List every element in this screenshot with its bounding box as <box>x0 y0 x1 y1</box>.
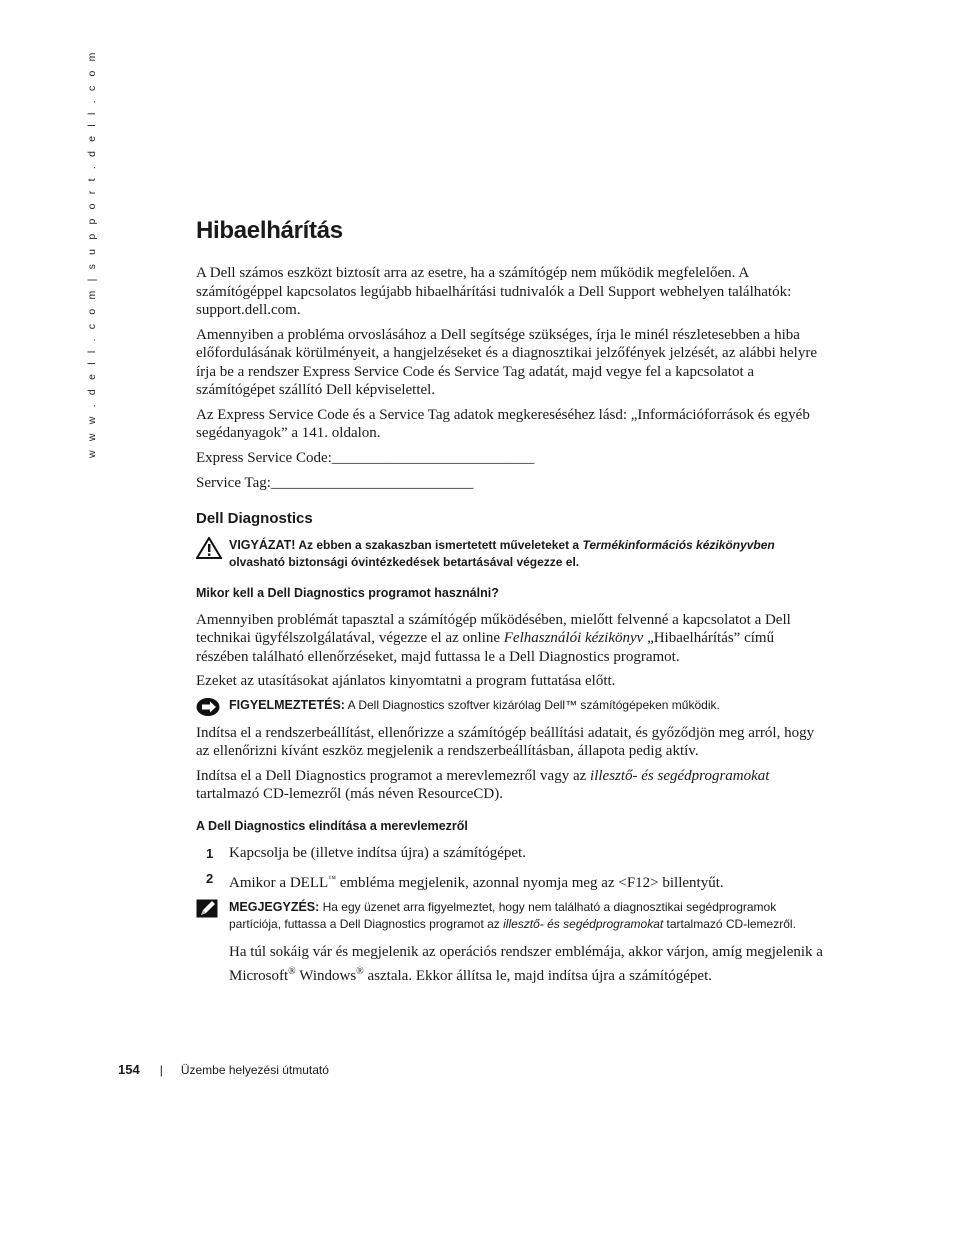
steps-list <box>196 844 826 893</box>
page-footer <box>118 1062 329 1077</box>
express-service-code-field: Express Service Code:___________________________ <box>196 449 535 466</box>
when-paragraph-1: Amennyiben problémát tapasztal a számítógép működésében, mielőtt felvenné a kapcsolatot a Dell technikai ügyfélszolgálatával, végezze el az online Felhasználói kézikönyv „Hibaelhárítás” című részében található ellenőrzéseket, majd futtassa le a Dell Diagnostics programot. <box>196 611 791 665</box>
note-label: MEGJEGYZÉS: <box>229 899 320 914</box>
warning-triangle-icon <box>196 537 222 564</box>
list-item: 1 Kapcsolja be (illetve indítsa újra) a számítógépet. <box>206 844 526 861</box>
dell-diagnostics-heading: Dell Diagnostics <box>196 509 313 527</box>
notice-box: FIGYELMEZTETÉS: A Dell Diagnostics szoftver kizárólag Dell™ számítógépeken működik. <box>196 697 826 714</box>
setup-paragraph: Indítsa el a rendszerbeállítást, ellenőrizze a számítógép beállítási adatait, és győződjön meg arról, hogy az ellenőrizni kívánt eszköz megjelenik a rendszerbeállításban, állapota pedig aktív. <box>196 724 815 759</box>
intro-paragraph-1: A Dell számos eszközt biztosít arra az esetre, ha a számítógép nem működik megfelelően. A számítógéppel kapcsolatos legújabb hibaelhárítási tudnivalók a Dell Support webhelyen találhatók: support.dell.com. <box>196 265 792 318</box>
when-to-use-heading: Mikor kell a Dell Diagnostics programot használni? <box>196 585 499 600</box>
page-number: 154 <box>118 1062 140 1077</box>
final-paragraph: Ha túl sokáig vár és megjelenik az operációs rendszer emblémája, akkor várjon, amíg megjelenik a Microsoft® Windows® asztala. Ekkor állítsa le, majd indítsa újra a számítógépet. <box>229 943 823 984</box>
service-tag-field: Service Tag:___________________________ <box>196 474 474 491</box>
intro-paragraph-3: Az Express Service Code és a Service Tag adatok megkereséséhez lásd: „Információforrások és egyéb segédanyagok” a 141. oldalon. <box>196 406 810 441</box>
caution-label: VIGYÁZAT! <box>229 537 296 552</box>
intro-paragraph-2: Amennyiben a probléma orvoslásához a Dell segítsége szükséges, írja le minél részletesebben a hiba előfordulásának körülményeit, a hangjelzéseket és a diagnosztikai jelzőfények jelzését, az alábbi helyre írja be a rendszer Express Service Code és Service Tag adatát, majd vegye fel a kapcsolatot a számítógépet szállító Dell képviselettel. <box>196 326 817 398</box>
note-box: MEGJEGYZÉS: Ha egy üzenet arra figyelmeztet, hogy nem található a diagnosztikai segédprogramok partíciója, futtassa a Dell Diagnostics programot az illesztő- és segédprogramokat tartalmazó CD-lemezről. <box>196 899 826 933</box>
footer-separator: | <box>159 1063 163 1077</box>
guide-title: Üzembe helyezési útmutató <box>180 1063 329 1077</box>
start-paragraph: Indítsa el a Dell Diagnostics programot a merevlemezről vagy az illesztő- és segédprogramokat tartalmazó CD-lemezről (más néven ResourceCD). <box>196 767 770 802</box>
notice-label: FIGYELMEZTETÉS: <box>229 697 345 712</box>
hdd-start-heading: A Dell Diagnostics elindítása a merevlemezről <box>196 818 468 833</box>
list-item: 2 Amikor a DELL™ embléma megjelenik, azonnal nyomja meg az <F12> billentyűt. <box>206 870 724 891</box>
support-link[interactable]: support.dell.com <box>196 302 297 318</box>
page-content <box>196 214 826 986</box>
caution-notice: VIGYÁZAT! Az ebben a szakaszban ismertetett műveleteket a Termékinformációs kézikönyvben olvasható biztonsági óvintézkedések betartásával végezze el. <box>196 537 826 571</box>
pencil-note-icon <box>196 899 220 924</box>
side-website-url: w w w . d e l l . c o m | s u p p o r t . d e l l . c o m <box>86 49 98 458</box>
when-paragraph-2: Ezeket az utasításokat ajánlatos kinyomtatni a program futtatása előtt. <box>196 673 616 689</box>
arrow-notice-icon <box>196 697 222 722</box>
page-title: Hibaelhárítás <box>196 217 343 244</box>
